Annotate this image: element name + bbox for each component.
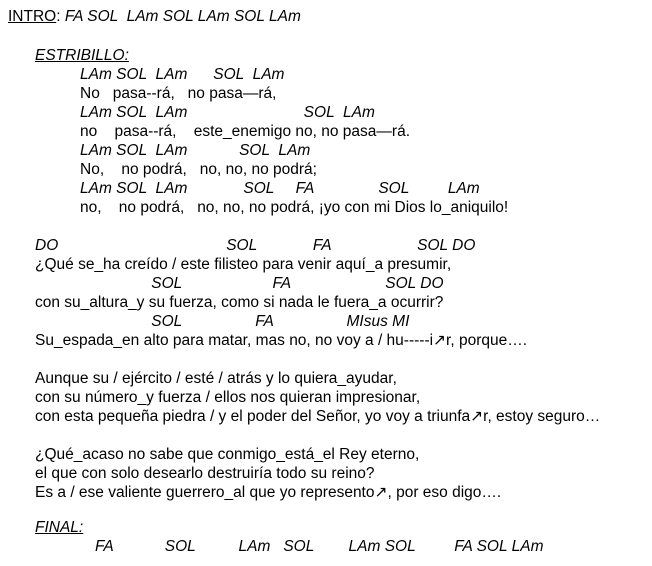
verse1-lyric-line-2: con su_altura_y su fuerza, como si nada le fuera_a ocurrir? — [35, 294, 444, 311]
intro-heading: INTRO — [8, 8, 57, 25]
estribillo-lyric-line-2: no pasa--rá, este_enemigo no, no pasa—rá. — [80, 123, 410, 140]
final-chord-line: FA SOL LAm SOL LAm SOL FA SOL LAm — [95, 538, 544, 555]
verse1-chord-line-2: SOL FA SOL DO — [35, 275, 444, 292]
estribillo-chord-line-1: LAm SOL LAm SOL LAm — [80, 66, 285, 83]
estribillo-lyric-line-1: No pasa--rá, no pasa—rá, — [80, 85, 277, 102]
verse3-lyric-line-3: Es a / ese valiente guerrero_al que yo represento↗, por eso digo…. — [35, 484, 502, 501]
final-heading: FINAL: — [35, 519, 84, 536]
verse2-lyric-line-1: Aunque su / ejército / esté / atrás y lo quiera_ayudar, — [35, 370, 397, 387]
intro-chords: FA SOL LAm SOL LAm SOL LAm — [64, 8, 301, 25]
verse3-lyric-line-2: el que con solo desearlo destruiría todo su reino? — [35, 465, 375, 482]
intro-line — [8, 8, 301, 26]
verse2-lyric-line-3: con esta pequeña piedra / y el poder del Señor, yo voy a triunfa↗r, estoy seguro… — [35, 408, 601, 425]
verse3-lyric-line-1: ¿Qué_acaso no sabe que conmigo_está_el Rey eterno, — [35, 446, 420, 463]
estribillo-chord-line-3: LAm SOL LAm SOL LAm — [80, 142, 311, 159]
estribillo-lyric-line-3: No, no podrá, no, no, no podrá; — [80, 161, 317, 178]
estribillo-heading: ESTRIBILLO: — [35, 47, 129, 64]
verse2-lyric-line-2: con su número_y fuerza / ellos nos quieran impresionar, — [35, 389, 421, 406]
verse1-chord-line-3: SOL FA MIsus MI — [35, 313, 410, 330]
intro-separator: : — [56, 8, 65, 25]
verse1-chord-line-1: DO SOL FA SOL DO — [35, 237, 476, 254]
verse1-lyric-line-1: ¿Qué se_ha creído / este filisteo para venir aquí_a presumir, — [35, 256, 452, 273]
verse1-lyric-line-3: Su_espada_en alto para matar, mas no, no voy a / hu-----i↗r, porque…. — [35, 332, 528, 349]
estribillo-chord-line-4: LAm SOL LAm SOL FA SOL LAm — [80, 180, 480, 197]
estribillo-chord-line-2: LAm SOL LAm SOL LAm — [80, 104, 375, 121]
estribillo-lyric-line-4: no, no podrá, no, no, no podrá, ¡yo con mi Dios lo_aniquilo! — [80, 199, 509, 216]
